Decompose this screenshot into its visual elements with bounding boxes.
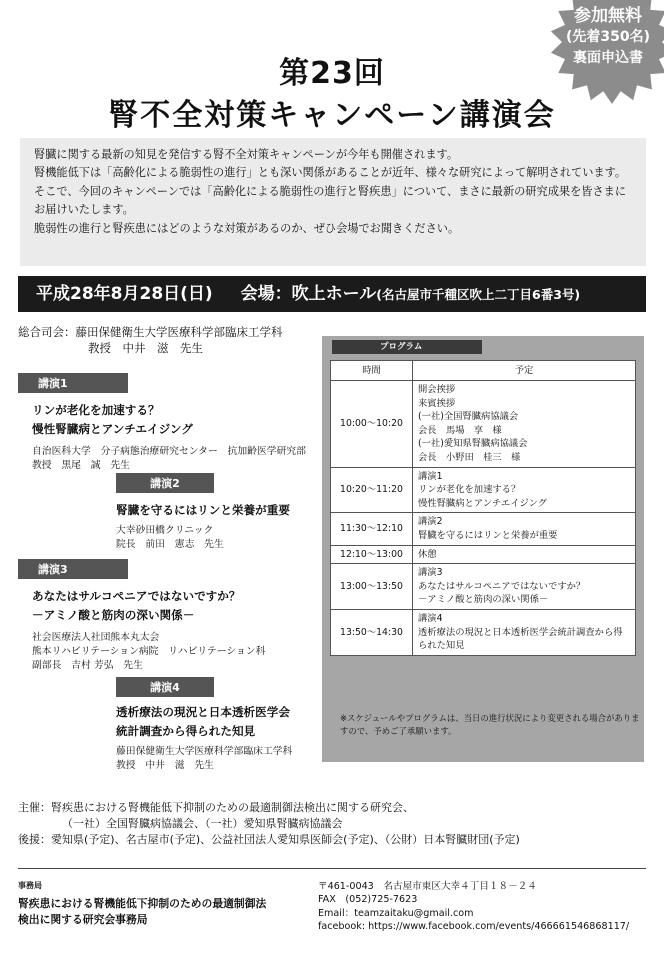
lecture-2-affiliation: 大幸砂田橋クリニック <box>116 525 214 536</box>
program-items <box>413 564 636 610</box>
office-block <box>18 880 308 928</box>
contact-block <box>318 880 648 934</box>
lecture-3-speaker: 副部長 吉村 芳弘 先生 <box>32 660 143 671</box>
intro-paragraph: そこで、今回のキャンペーンでは「高齢化による脆弱性の進行と腎疾患」について、まさに最新の研究成果を皆さまにお届けいたします。 <box>34 184 627 217</box>
lecture-1-tag: 講演1 <box>18 373 128 393</box>
lecture-4-subtitle: 統計調査から得られた知見 <box>116 724 256 738</box>
lecture-3-subtitle: －アミノ酸と筋肉の深い関係－ <box>32 608 195 622</box>
venue-address: (名古屋市千種区吹上二丁目6番3号) <box>376 287 581 302</box>
office-name <box>18 896 308 928</box>
lecture-column <box>18 324 318 356</box>
table-row <box>331 467 636 513</box>
program-header-time: 時間 <box>331 361 413 381</box>
program-item: 来賓挨拶 <box>418 397 456 409</box>
date-venue-bar <box>18 276 646 312</box>
program-time: 10:00～10:20 <box>331 381 413 468</box>
program-time: 10:20～11:20 <box>331 467 413 513</box>
lecture-1-speaker: 教授 黒尾 誠 先生 <box>32 460 130 471</box>
lecture-3-title: あなたはサルコペニアではないですか？ <box>32 589 241 603</box>
program-item: 講演3 <box>418 567 443 579</box>
lecture-4-speaker: 教授 中井 滋 先生 <box>116 760 214 771</box>
badge-capacity: (先着350名) <box>565 29 651 45</box>
lecture-1-affiliation: 自治医科大学 分子病態治療研究センター 抗加齢医学研究部 <box>32 446 306 457</box>
lecture-1-title: リンが老化を加速する？ <box>32 403 160 417</box>
program-item: 会長 馬場 享 様 <box>418 424 502 436</box>
postal-address: 〒461-0043 名古屋市東区大幸４丁目１８－２４ <box>318 881 537 892</box>
lecture-2-speaker: 院長 前田 憲志 先生 <box>116 539 224 550</box>
lecture-1-subtitle: 慢性腎臓病とアンチエイジング <box>32 422 193 436</box>
lecture-3-affiliation-dept: 熊本リハビリテーション病院 リハビリテーション科 <box>32 646 266 657</box>
program-table <box>330 360 636 656</box>
program-item: リンが老化を加速する？ <box>418 484 521 496</box>
program-items <box>413 381 636 468</box>
lecture-2-title: 腎臓を守るにはリンと栄養が重要 <box>116 503 290 517</box>
program-note: ※スケジュールやプログラムは、当日の進行状況により変更される場合がありますので、予めご了承願います。 <box>340 713 640 736</box>
facebook-link[interactable]: facebook: https://www.facebook.com/events/466661546868117/ <box>318 921 630 933</box>
program-time: 12:10～13:00 <box>331 545 413 564</box>
program-panel <box>322 336 644 762</box>
lecture-1 <box>18 372 318 473</box>
lecture-4-tag: 講演4 <box>116 677 214 697</box>
program-item: 休憩 <box>418 548 437 560</box>
lecture-3-affiliation: 社会医療法人社団熊本丸太会 <box>32 632 160 643</box>
intro-paragraph: 腎機能低下は「高齢化による脆弱性の進行」とも深い関係があることが近年、様々な研究によって解明されています。 <box>34 166 627 180</box>
office-name-line-2: 検出に関する研究会事務局 <box>18 913 148 926</box>
footer-divider <box>18 868 646 869</box>
program-item: 会長 小野田 桂三 様 <box>418 451 521 463</box>
table-row <box>331 609 636 655</box>
program-time: 13:00～13:50 <box>331 564 413 610</box>
program-header-row <box>331 361 636 381</box>
program-items <box>413 545 636 564</box>
program-item: あなたはサルコペニアではないですか？ <box>418 580 586 592</box>
event-date: 平成28年8月28日(日) <box>36 284 213 304</box>
host-line: 主催：腎疾患における腎機能低下抑制のための最適制御法検出に関する研究会、 <box>18 801 414 814</box>
program-items <box>413 467 636 513</box>
host-line-2: （一社）全国腎臓病協議会、（一社）愛知県腎臓病協議会 <box>62 817 343 830</box>
program-item: 講演1 <box>418 470 443 482</box>
email-address[interactable]: Email：teamzaitaku@gmail.com <box>318 907 474 919</box>
lecture-4-affiliation: 藤田保健衛生大学医療科学部臨床工学科 <box>116 746 293 757</box>
program-item: (一社)全国腎臓病協議会 <box>418 411 519 423</box>
intro-box <box>20 138 646 266</box>
program-item: (一社)愛知県腎臓病協議会 <box>418 438 528 450</box>
badge-application-note: 裏面申込書 <box>573 50 643 66</box>
program-items <box>413 609 636 655</box>
fax-number: FAX (052)725-7623 <box>318 894 418 906</box>
lecture-3-tag: 講演3 <box>18 559 128 579</box>
intro-paragraph: 腎臓に関する最新の知見を発信する腎不全対策キャンペーンが今年も開催されます。 <box>34 148 459 161</box>
program-item: 講演4 <box>418 612 443 624</box>
lecture-2-tag: 講演2 <box>116 473 214 493</box>
moderator <box>18 324 318 356</box>
office-name-line-1: 腎疾患における腎機能低下抑制のための最適制御法 <box>18 897 267 910</box>
program-item: 慢性腎臓病とアンチエイジング <box>418 497 547 509</box>
moderator-affiliation: 藤田保健衛生大学医療科学部臨床工学科 <box>75 325 283 339</box>
table-row <box>331 381 636 468</box>
office-label: 事務局 <box>18 881 42 890</box>
program-item: 講演2 <box>418 516 443 528</box>
table-row <box>331 564 636 610</box>
moderator-name: 教授 中井 滋 先生 <box>88 341 203 355</box>
program-item: 透析療法の現況と日本透析医学会統計調査から得られた知見 <box>418 626 623 652</box>
badge-free-label: 参加無料 <box>574 6 642 26</box>
program-header-plan: 予定 <box>413 361 636 381</box>
lecture-4 <box>116 676 322 773</box>
program-item: －アミノ酸と筋肉の深い関係－ <box>418 594 549 606</box>
event-main-title: 腎不全対策キャンペーン講演会 <box>108 98 556 133</box>
venue-label: 会場：吹上ホール <box>240 284 377 304</box>
moderator-label: 総合司会： <box>18 325 76 339</box>
program-items <box>413 513 636 545</box>
sponsor-section <box>18 800 648 848</box>
event-edition-title: 第23回 <box>279 56 385 91</box>
lecture-3 <box>18 558 318 673</box>
support-line: 後援：愛知県(予定)、名古屋市(予定)、公益社団法人愛知県医師会(予定)、（公財）日本腎臓財団(予定) <box>18 833 520 846</box>
table-row <box>331 513 636 545</box>
program-time: 13:50～14:30 <box>331 609 413 655</box>
table-row <box>331 545 636 564</box>
program-item: 腎臓を守るにはリンと栄養が重要 <box>418 529 558 541</box>
lecture-2 <box>116 472 322 552</box>
intro-paragraph: 脆弱性の進行と腎疾患にはどのような対策があるのか、ぜひ会場でお聞きください。 <box>34 221 460 235</box>
lecture-4-title: 透析療法の現況と日本透析医学会 <box>116 705 290 719</box>
program-item: 開会挨拶 <box>418 384 456 395</box>
program-time: 11:30～12:10 <box>331 513 413 545</box>
program-tag: プログラム <box>332 340 482 354</box>
